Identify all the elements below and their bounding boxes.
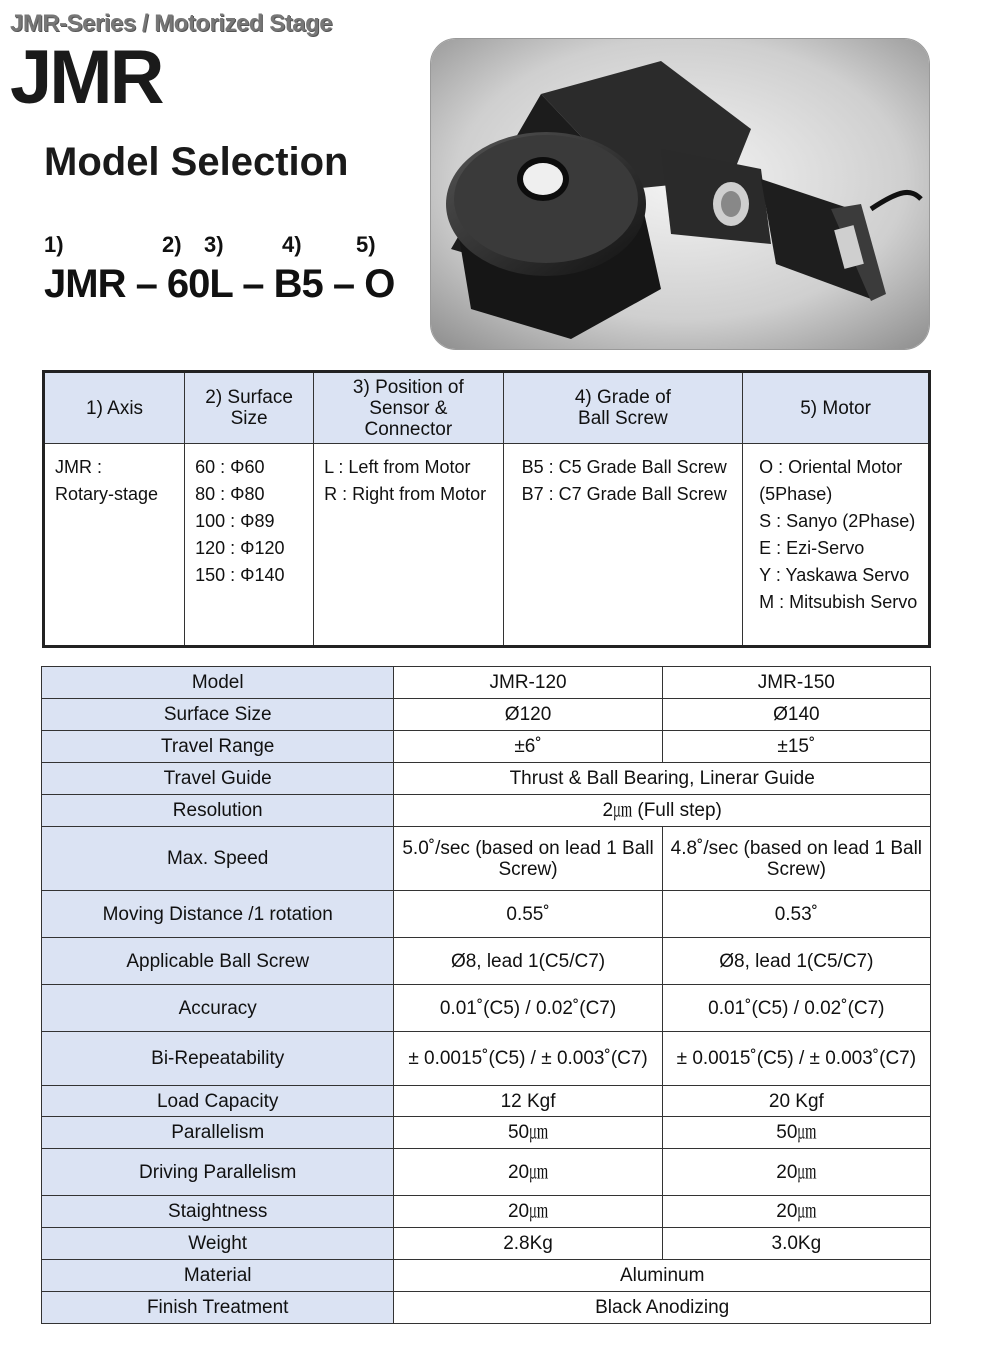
section-title: Model Selection bbox=[44, 140, 349, 184]
spec-row-resolution bbox=[42, 795, 931, 827]
brand-heading: JMR bbox=[10, 35, 162, 120]
spec-value: ±15˚ bbox=[662, 731, 930, 763]
selection-header-row bbox=[44, 372, 930, 444]
spec-value: Ø8, lead 1(C5/C7) bbox=[394, 938, 662, 985]
spec-label: Moving Distance /1 rotation bbox=[42, 891, 394, 938]
sensor-position-options: L : Left from Motor R : Right from Motor bbox=[314, 444, 504, 647]
spec-label: Material bbox=[42, 1260, 394, 1292]
spec-label: Surface Size bbox=[42, 699, 394, 731]
spec-label: Parallelism bbox=[42, 1117, 394, 1149]
spec-row-model bbox=[42, 667, 931, 699]
spec-value: 20㎛ bbox=[662, 1196, 930, 1228]
spec-value: Ø8, lead 1(C5/C7) bbox=[662, 938, 930, 985]
header-axis: 1) Axis bbox=[44, 372, 185, 444]
motor-options: O : Oriental Motor (5Phase) S : Sanyo (2Phase) E : Ezi-Servo Y : Yaskawa Servo M : Mitsubish Servo bbox=[743, 444, 930, 647]
spec-value: ±6˚ bbox=[394, 731, 662, 763]
spec-row-surface-size bbox=[42, 699, 931, 731]
spec-label: Bi-Repeatability bbox=[42, 1032, 394, 1086]
product-photo bbox=[430, 38, 930, 350]
header-surface-size: 2) Surface Size bbox=[185, 372, 314, 444]
spec-value: Black Anodizing bbox=[394, 1292, 931, 1324]
spec-value: JMR-120 bbox=[394, 667, 662, 699]
code-number: 5) bbox=[356, 232, 376, 257]
header-motor: 5) Motor bbox=[743, 372, 930, 444]
spec-label: Finish Treatment bbox=[42, 1292, 394, 1324]
spec-value: 50㎛ bbox=[662, 1117, 930, 1149]
spec-label: Driving Parallelism bbox=[42, 1149, 394, 1196]
code-number: 3) bbox=[204, 232, 224, 257]
specification-table bbox=[41, 666, 931, 1324]
surface-size-options: 60 : Φ60 80 : Φ80 100 : Φ89 120 : Φ120 150 : Φ140 bbox=[185, 444, 314, 647]
spec-value: 0.55˚ bbox=[394, 891, 662, 938]
series-title: JMR-Series / Motorized Stage bbox=[10, 10, 333, 37]
code-number: 1) bbox=[44, 232, 64, 257]
spec-row-material bbox=[42, 1260, 931, 1292]
ball-screw-grade-options: B5 : C5 Grade Ball Screw B7 : C7 Grade Ball Screw bbox=[503, 444, 743, 647]
model-code: JMR – 60L – B5 – O bbox=[44, 262, 395, 306]
spec-value: 0.01˚(C5) / 0.02˚(C7) bbox=[662, 985, 930, 1032]
spec-row-straightness bbox=[42, 1196, 931, 1228]
spec-value: ± 0.0015˚(C5) / ± 0.003˚(C7) bbox=[662, 1032, 930, 1086]
spec-label: Travel Guide bbox=[42, 763, 394, 795]
code-number: 4) bbox=[282, 232, 302, 257]
spec-row-driving-parallelism bbox=[42, 1149, 931, 1196]
spec-row-max-speed bbox=[42, 827, 931, 891]
spec-value: 50㎛ bbox=[394, 1117, 662, 1149]
model-selection-table bbox=[42, 370, 931, 648]
spec-value: Ø120 bbox=[394, 699, 662, 731]
spec-label: Staightness bbox=[42, 1196, 394, 1228]
spec-row-accuracy bbox=[42, 985, 931, 1032]
spec-value: 0.01˚(C5) / 0.02˚(C7) bbox=[394, 985, 662, 1032]
spec-value: 2.8Kg bbox=[394, 1228, 662, 1260]
spec-value: 3.0Kg bbox=[662, 1228, 930, 1260]
spec-row-bi-repeatability bbox=[42, 1032, 931, 1086]
spec-row-travel-guide bbox=[42, 763, 931, 795]
header-ball-screw-grade: 4) Grade of Ball Screw bbox=[503, 372, 743, 444]
spec-value: Aluminum bbox=[394, 1260, 931, 1292]
spec-value: ± 0.0015˚(C5) / ± 0.003˚(C7) bbox=[394, 1032, 662, 1086]
axis-options: JMR : Rotary-stage bbox=[44, 444, 185, 647]
spec-row-finish-treatment bbox=[42, 1292, 931, 1324]
spec-row-parallelism bbox=[42, 1117, 931, 1149]
spec-label: Model bbox=[42, 667, 394, 699]
spec-label: Weight bbox=[42, 1228, 394, 1260]
spec-label: Load Capacity bbox=[42, 1086, 394, 1117]
spec-value: 12 Kgf bbox=[394, 1086, 662, 1117]
spec-value: Ø140 bbox=[662, 699, 930, 731]
spec-value: 2㎛ (Full step) bbox=[394, 795, 931, 827]
spec-row-travel-range bbox=[42, 731, 931, 763]
spec-value: 20㎛ bbox=[394, 1149, 662, 1196]
spec-value: 5.0˚/sec (based on lead 1 Ball Screw) bbox=[394, 827, 662, 891]
spec-value: JMR-150 bbox=[662, 667, 930, 699]
spec-value: 20㎛ bbox=[394, 1196, 662, 1228]
spec-value: 4.8˚/sec (based on lead 1 Ball Screw) bbox=[662, 827, 930, 891]
spec-value: 20㎛ bbox=[662, 1149, 930, 1196]
spec-label: Resolution bbox=[42, 795, 394, 827]
spec-row-load-capacity bbox=[42, 1086, 931, 1117]
spec-label: Travel Range bbox=[42, 731, 394, 763]
spec-value: 0.53˚ bbox=[662, 891, 930, 938]
model-code-numbers bbox=[44, 232, 424, 260]
spec-row-weight bbox=[42, 1228, 931, 1260]
selection-options-row bbox=[44, 444, 930, 647]
spec-label: Max. Speed bbox=[42, 827, 394, 891]
spec-row-moving-distance bbox=[42, 891, 931, 938]
spec-row-ball-screw bbox=[42, 938, 931, 985]
spec-value: Thrust & Ball Bearing, Linerar Guide bbox=[394, 763, 931, 795]
spec-label: Applicable Ball Screw bbox=[42, 938, 394, 985]
header-sensor-position: 3) Position of Sensor & Connector bbox=[314, 372, 504, 444]
spec-label: Accuracy bbox=[42, 985, 394, 1032]
code-number: 2) bbox=[162, 232, 182, 257]
spec-value: 20 Kgf bbox=[662, 1086, 930, 1117]
